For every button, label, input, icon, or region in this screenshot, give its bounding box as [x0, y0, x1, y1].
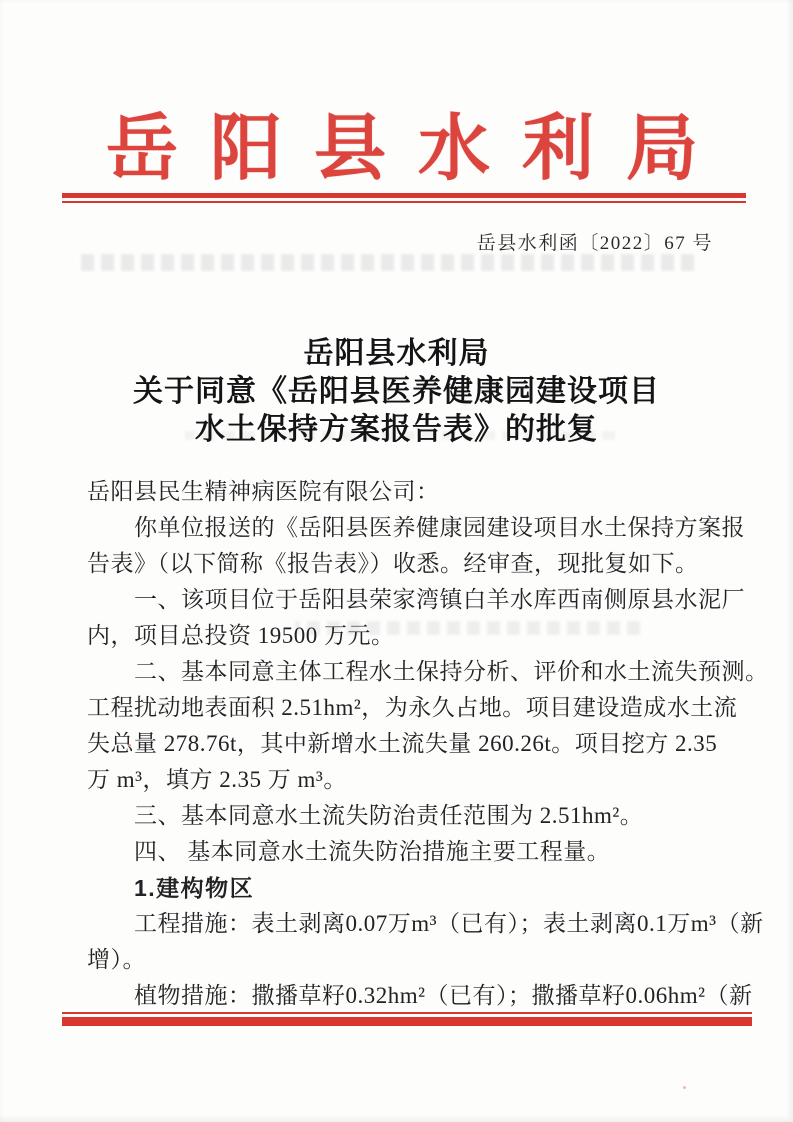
body-line: 你单位报送的《岳阳县医养健康园建设项目水土保持方案报 [134, 515, 745, 540]
body-line: 内，项目总投资 19500 万元。 [87, 623, 395, 648]
document-reference-number: 岳县水利函〔2022〕67 号 [476, 233, 713, 254]
document-title-line: 岳阳县水利局 [303, 337, 490, 370]
body-line: 告表》（以下简称《报告表》）收悉。经审查，现批复如下。 [87, 551, 699, 576]
body-line: 工程扰动地表面积 2.51hm²，为永久占地。项目建设造成水土流 [87, 695, 738, 720]
body-line: 一、该项目位于岳阳县荣家湾镇白羊水库西南侧原县水泥厂 [134, 587, 745, 612]
body-line: 三、基本同意水土流失防治责任范围为 2.51hm²。 [134, 803, 644, 828]
body-line: 四、 基本同意水土流失防治措施主要工程量。 [134, 839, 611, 864]
document-title-line: 水土保持方案报告表》的批复 [195, 413, 598, 446]
section-heading-line: 1.建构物区 [134, 875, 255, 901]
letterhead-divider-thick-line [62, 193, 746, 198]
document-title-line: 关于同意《岳阳县医养健康园建设项目 [133, 375, 660, 408]
body-line: 工程措施：表土剥离0.07万m³（已有）；表土剥离0.1万m³（新 [134, 911, 764, 936]
body-line: 失总量 278.76t，其中新增水土流失量 260.26t。项目挖方 2.35 [87, 731, 718, 756]
salutation-line: 岳阳县民生精神病医院有限公司： [87, 479, 440, 504]
body-line: 增）。 [87, 947, 146, 972]
body-line: 万 m³，填方 2.35 万 m³。 [87, 767, 347, 792]
footer-divider-thin-line [62, 1012, 752, 1014]
body-line: 植物措施：撒播草籽0.32hm²（已有）；撒播草籽0.06hm²（新 [134, 983, 753, 1008]
body-line: 二、基本同意主体工程水土保持分析、评价和水土流失预测。 [134, 659, 769, 684]
letterhead-divider-thin-line [62, 201, 746, 203]
document-body [87, 474, 769, 1014]
footer-divider-thick-line [62, 1017, 752, 1026]
document-title [0, 335, 793, 449]
scan-noise-speck [683, 1086, 686, 1089]
letterhead-agency-title: 岳阳县水利局 [106, 109, 731, 189]
page-bleedthrough-artifact [78, 254, 694, 271]
